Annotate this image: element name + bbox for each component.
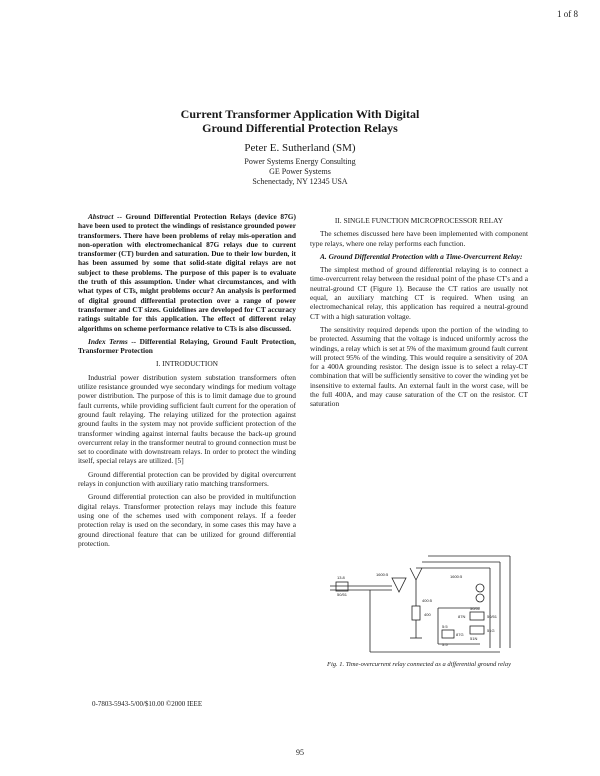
paper-title <box>0 107 600 135</box>
section2-paragraph-2: The sensitivity required depends upon the portion of the winding to be protected. Assuming that the voltage is induced uniformly across the windings, a relay which is set at 5% of the maximum ground fault current will protect 95% of the winding. This would require a sensitivity of 20A for a 400A grounding resistor. The design issue is to select a relay-CT combination that will be sufficiently sensitive to cover the winding yet be insensitive to external faults. An external fault in the worst case, will be the full 400A, and may cause saturation of the CT on the resistor. CT saturation <box>310 324 528 409</box>
fig-label: 1600:5 <box>376 572 389 577</box>
fig-label: 50/51 <box>487 614 498 619</box>
index-terms <box>78 337 296 356</box>
fig-label: 400 <box>424 612 431 617</box>
author-name: Peter E. Sutherland (SM) <box>244 142 356 154</box>
right-column <box>310 212 528 413</box>
title-line-1: Current Transformer Application With Digital <box>180 107 420 121</box>
copyright-notice: 0-7803-5943-5/00/$10.00 ©2000 IEEE <box>92 700 203 708</box>
subsection-heading-a: A. Ground Differential Protection with a Time-Overcurrent Relay: <box>320 251 523 261</box>
figure-caption: Fig. 1. Time-overcurrent relay connected as a differential ground relay <box>327 661 511 668</box>
fig-label: 13.8 <box>337 575 345 580</box>
fig-label: 51G <box>487 628 495 633</box>
left-column <box>78 212 296 552</box>
fig-label: 5:5 <box>442 624 448 629</box>
section2-paragraph-1: The simplest method of ground differential relaying is to connect a time-overcurrent relay between the residual point of the phase CT's and a neutral-ground CT (Figure 1). Because the CT ratios are usually not equal, an auxiliary matching CT is required. When using an electromechanical relay, this application has required a neutral-ground CT with a high saturation voltage. <box>310 265 528 321</box>
section-heading-single-function: II. SINGLE FUNCTION MICROPROCESSOR RELAY <box>334 216 504 225</box>
section-heading-introduction: I. INTRODUCTION <box>156 359 218 369</box>
fig-label: 400:5 <box>422 598 433 603</box>
author-affiliation <box>0 157 600 187</box>
title-line-2: Ground Differential Protection Relays <box>202 121 398 135</box>
fig-label: 87N <box>458 614 466 619</box>
intro-paragraph-2: Ground differential protection can be provided by digital overcurrent relays in conjunction with auxiliary ratio matching transformers. <box>78 469 296 489</box>
affiliation-line-3: Schenectady, NY 12345 USA <box>252 177 348 186</box>
intro-paragraph-1: Industrial power distribution system substation transformers often utilize resistance grounded wye secondary windings for medium voltage power distribution. The purpose of this is to limit damage due to ground fault currents, while providing sufficient fault current for the operation of ground fault relaying. The relaying utilized for the protection against ground faults in the system may not provide sufficient protection of the transformer winding against internal faults because the back-up ground overcurrent relay in the transformer neutral to ground connection must be set to coordinate with downstream relays. In order to protect the winding itself, special relays are utilized. [5] <box>78 372 296 466</box>
section2-intro: The schemes discussed here have been implemented with component type relays, where one relay performs each function. <box>310 229 528 248</box>
fig-label: 51N <box>470 636 478 641</box>
fig-label: 87G <box>456 632 464 637</box>
relay-schematic-figure <box>330 548 530 658</box>
page-number: 95 <box>296 748 304 757</box>
abstract-text: -- Ground Differential Protection Relays (device 87G) have been used to protect the windings of resistance grounded power transformers. There have been problems of relay mis-operation and non-operation with electromechanical 87G relays due to current transformer (CT) burden and saturation. Due to their low burden, it has been assumed by some that solid-state digital relays are not subject to these problems. The purpose of this paper is to evaluate the truth of this assumption. Under what circumstances, and with what types of CTs, might problems occur? An analysis is performed of digital ground differential protection over a range of power transformer and CT sizes. Guidelines are developed for CT accuracy ratings suitable for this application. The effect of different relay algorithms on scheme performance relative to CTs is also discussed. <box>78 212 296 333</box>
abstract-label: Abstract <box>88 212 114 221</box>
index-terms-text: -- Differential Relaying, Ground Fault Protection, Transformer Protection <box>78 336 296 356</box>
fig-label: 1600:5 <box>450 574 463 579</box>
fig-label: 50/51 <box>337 592 348 597</box>
intro-paragraph-3: Ground differential protection can also be provided in multifunction digital relays. Transformer protection relays may include this feature using one of the schemes used with component relays. If a feeder protection relay is used on the secondary, in some cases this may have a ground directional feature that can be utilized for ground differential protection. <box>78 492 296 548</box>
fig-label: 50/51 <box>470 606 481 611</box>
fig-label: 5:5 <box>442 642 448 647</box>
index-terms-label: Index Terms <box>88 336 128 346</box>
abstract <box>78 212 296 333</box>
affiliation-line-2: GE Power Systems <box>269 167 331 176</box>
affiliation-line-1: Power Systems Energy Consulting <box>244 157 356 166</box>
page-counter: 1 of 8 <box>557 9 578 19</box>
